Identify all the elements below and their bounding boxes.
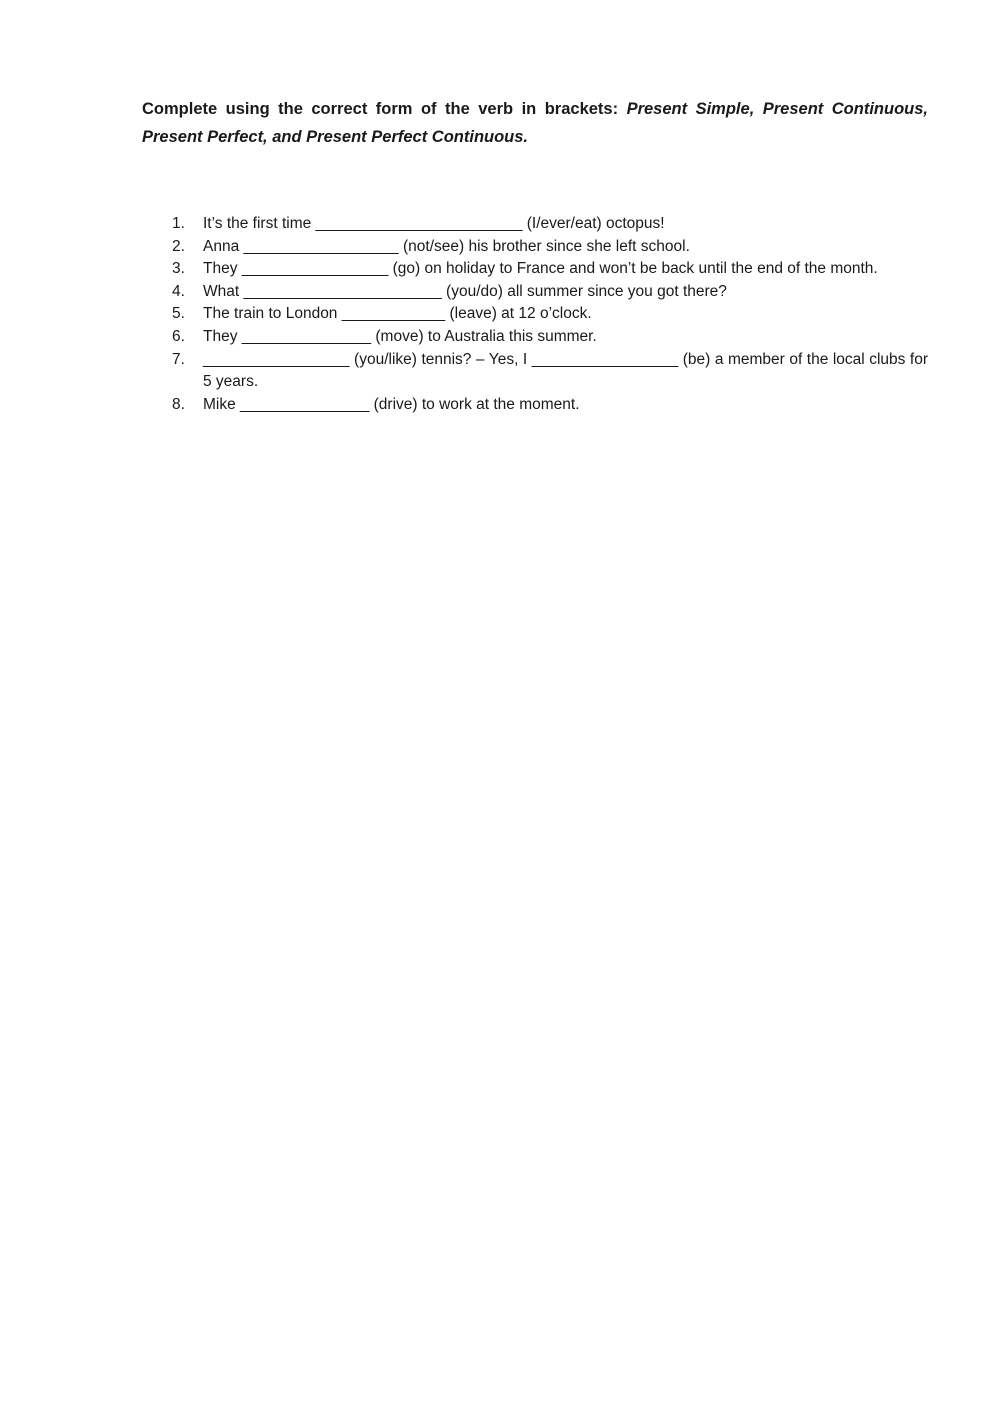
instructions [142, 95, 928, 151]
exercise-item-8 [142, 394, 928, 417]
exercise-number: 6. [172, 327, 185, 345]
exercise-text: The train to London ____________ (leave) at 12 o’clock. [203, 305, 592, 323]
exercise-item-1 [142, 213, 928, 236]
exercise-number: 7. [172, 350, 185, 368]
exercise-text: It’s the first time ________________________ (I/ever/eat) octopus! [203, 215, 665, 232]
instructions-prefix: Complete using the correct form of the verb in brackets: [142, 100, 627, 118]
exercise-item-4 [142, 281, 928, 304]
exercise-number: 8. [172, 395, 185, 413]
exercise-number: 2. [172, 237, 185, 255]
exercise-list [142, 213, 928, 416]
exercise-item-3 [142, 258, 928, 281]
exercise-number: 4. [172, 282, 185, 300]
exercise-item-7 [142, 349, 928, 394]
exercise-text: _________________ (you/like) tennis? – Yes, I _________________ (be) a member of the local clubs for 5 years. [203, 350, 928, 391]
exercise-text: They _______________ (move) to Australia this summer. [203, 327, 597, 345]
exercise-number: 1. [172, 215, 185, 232]
exercise-number: 3. [172, 260, 185, 278]
exercise-number: 5. [172, 305, 185, 323]
exercise-text: Anna __________________ (not/see) his brother since she left school. [203, 237, 690, 255]
exercise-text: Mike _______________ (drive) to work at the moment. [203, 395, 580, 413]
exercise-text: What _______________________ (you/do) all summer since you got there? [203, 282, 727, 300]
exercise-item-5 [142, 303, 928, 326]
instructions-tenses: Present Simple, Present Continuous, Present Perfect, and Present Perfect Continuous. [142, 100, 928, 146]
exercise-text: They _________________ (go) on holiday to France and won’t be back until the end of the month. [203, 260, 878, 278]
exercise-item-2 [142, 236, 928, 259]
exercise-item-6 [142, 326, 928, 349]
